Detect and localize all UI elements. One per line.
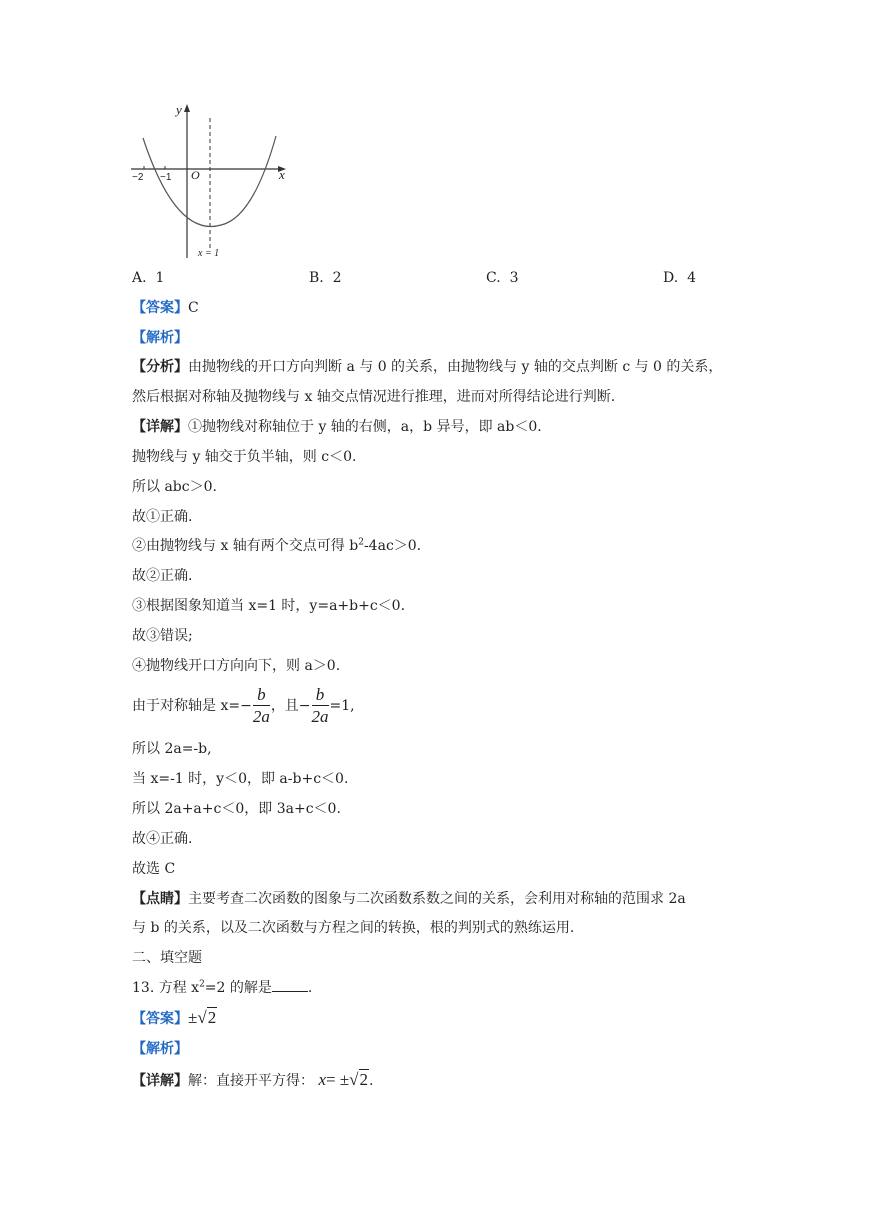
detail-line-1 — [132, 417, 542, 437]
detail-tag: 【详解】 — [132, 1073, 188, 1089]
detail-text: 故②正确. — [132, 568, 193, 584]
superscript: 2 — [358, 537, 364, 548]
detail-line-12 — [132, 769, 348, 789]
fraction — [312, 685, 329, 728]
option-c — [486, 270, 519, 286]
analysis-tag: 【解析】 — [132, 330, 188, 346]
detail-line-11 — [132, 739, 212, 759]
radicand: 2 — [359, 1070, 369, 1089]
sqrt-sign: √ — [349, 1070, 359, 1089]
fraction-denominator: 2a — [252, 706, 270, 726]
detail-text: 所以 abc＞0. — [132, 479, 217, 495]
detail-line-15 — [132, 859, 175, 879]
fenxi-text-2: 然后根据对称轴及抛物线与 x 轴交点情况进行推理，进而对所得结论进行判断. — [132, 389, 616, 405]
detail-text: 故④正确. — [132, 831, 193, 847]
fenxi-line-1 — [132, 357, 722, 377]
detail-line-10 — [132, 684, 355, 728]
detail-line-5 — [132, 536, 421, 556]
superscript: 2 — [199, 979, 205, 990]
detail-text: ③根据图象知道当 x=1 时，y=a+b+c＜0. — [132, 598, 406, 614]
detail-text: 所以 2a=-b, — [132, 741, 212, 757]
detail-13 — [132, 1070, 373, 1091]
origin-label: O — [191, 168, 200, 182]
option-letter: D. — [663, 270, 679, 286]
answer-12 — [132, 298, 199, 318]
detail-text: ①抛物线对称轴位于 y 轴的右侧，a，b 异号，即 ab＜0. — [188, 419, 542, 435]
option-value: 2 — [332, 270, 342, 286]
detail-text: 故③错误; — [132, 628, 193, 644]
detail-line-4 — [132, 507, 192, 527]
detail-text: 所以 2a+a+c＜0，即 3a+c＜0. — [132, 801, 341, 817]
question-text: . — [307, 980, 313, 996]
fenxi-tag: 【分析】 — [132, 359, 188, 375]
parabola-graph — [128, 98, 293, 260]
fraction-numerator: b — [253, 685, 270, 706]
fraction-denominator: 2a — [311, 706, 329, 726]
section-title: 二、填空题 — [132, 950, 202, 966]
option-value: 1 — [155, 270, 165, 286]
detail-line-3 — [132, 477, 217, 497]
detail-text: ②由抛物线与 x 轴有两个交点可得 b — [132, 538, 359, 554]
option-a — [132, 270, 164, 286]
analysis-13-heading — [132, 1039, 188, 1059]
symmetry-axis-label: x = 1 — [198, 248, 220, 259]
detail-line-13 — [132, 799, 341, 819]
option-letter: A. — [132, 270, 147, 286]
answer-value: C — [188, 300, 199, 316]
option-d — [663, 270, 696, 286]
analysis-12-heading — [132, 328, 188, 348]
sqrt-sign: √ — [197, 1008, 207, 1027]
dianjing-tag: 【点睛】 — [132, 891, 188, 907]
section-heading — [132, 948, 202, 968]
detail-line-8 — [132, 626, 193, 646]
tick-minus2: −2 — [132, 172, 144, 183]
detail-text: 抛物线与 y 轴交于负半轴，则 c＜0. — [132, 449, 357, 465]
tick-minus1: −1 — [160, 172, 172, 183]
detail-text: 故①正确. — [132, 509, 193, 525]
fenxi-text-1: 由抛物线的开口方向判断 a 与 0 的关系，由抛物线与 y 轴的交点判断 c 与 0 的关系， — [188, 359, 723, 375]
detail-line-14 — [132, 829, 192, 849]
detail-line-2 — [132, 447, 356, 467]
detail-text: 当 x=-1 时，y＜0，即 a-b+c＜0. — [132, 771, 349, 787]
answer-13 — [132, 1008, 217, 1029]
option-value: 3 — [509, 270, 519, 286]
dianjing-line-1 — [132, 889, 686, 909]
fraction-numerator: b — [312, 685, 329, 706]
dianjing-text-1: 主要考查二次函数的图象与二次函数系数之间的关系，会利用对称轴的范围求 2a — [188, 891, 686, 907]
detail-text: 由于对称轴是 x=− — [132, 698, 252, 714]
question-13 — [132, 978, 312, 998]
answer-tag: 【答案】 — [132, 300, 188, 316]
radicand: 2 — [207, 1008, 217, 1027]
math-eq: = ± — [326, 1070, 350, 1089]
detail-line-6 — [132, 566, 192, 586]
y-axis-label: y — [176, 102, 182, 117]
question-text: =2 的解是 — [204, 980, 272, 996]
answer-pm: ± — [188, 1008, 198, 1027]
detail-text: ④抛物线开口方向向下，则 a＞0. — [132, 658, 341, 674]
math-x: x — [318, 1070, 326, 1089]
detail-text: -4ac＞0. — [363, 538, 422, 554]
fenxi-line-2 — [132, 387, 615, 407]
detail-text: =1, — [329, 698, 355, 714]
detail-text: ，且− — [270, 698, 311, 714]
answer-tag: 【答案】 — [132, 1011, 188, 1027]
detail-line-7 — [132, 596, 405, 616]
analysis-tag: 【解析】 — [132, 1041, 188, 1057]
detail-text: 解：直接开平方得： — [188, 1073, 314, 1089]
question-text: 13. 方程 x — [132, 980, 200, 996]
detail-line-9 — [132, 656, 340, 676]
dianjing-text-2: 与 b 的关系，以及二次函数与方程之间的转换，根的判别式的熟练运用. — [132, 920, 575, 936]
option-b — [309, 270, 342, 286]
option-letter: B. — [309, 270, 324, 286]
option-value: 4 — [687, 270, 697, 286]
fraction — [253, 685, 270, 728]
detail-text: 故选 C — [132, 861, 176, 877]
detail-tag: 【详解】 — [132, 419, 188, 435]
detail-text: . — [369, 1073, 374, 1089]
answer-blank — [272, 979, 308, 992]
dianjing-line-2 — [132, 918, 574, 938]
y-axis-arrow — [184, 104, 190, 112]
option-letter: C. — [486, 270, 501, 286]
x-axis-label: x — [279, 167, 285, 182]
